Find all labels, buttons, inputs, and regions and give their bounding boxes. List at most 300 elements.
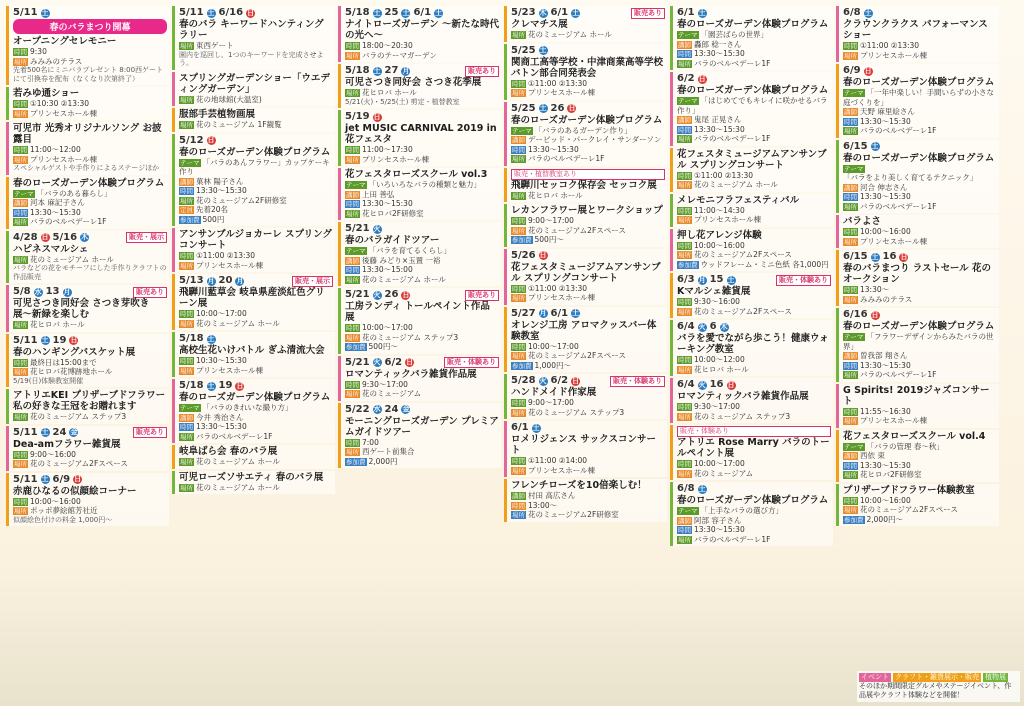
event-card[interactable] bbox=[836, 430, 999, 482]
event-date bbox=[13, 335, 167, 347]
event-title: ロマンティックバラ雑貨作品展 bbox=[677, 391, 809, 402]
event-title: ハピネスマルシェ bbox=[13, 243, 89, 255]
date-start: 6/4 bbox=[677, 321, 695, 332]
event-title: フレンチローズを10倍楽しむ！ bbox=[511, 480, 647, 491]
meta-value: 2,000円 bbox=[368, 456, 398, 466]
event-card[interactable] bbox=[172, 274, 335, 330]
meta-key: 場所 bbox=[180, 42, 193, 50]
meta-key: 場所 bbox=[180, 483, 193, 492]
event-card[interactable] bbox=[6, 285, 169, 332]
event-card[interactable] bbox=[670, 194, 833, 227]
event-note: 先着500名にミニバラプレゼント 8:00西ゲートにて引換券を配布（なくなり次第終了） bbox=[13, 66, 164, 83]
event-card[interactable] bbox=[172, 332, 335, 377]
meta-key: 時間 bbox=[14, 497, 27, 506]
event-date bbox=[13, 7, 167, 19]
event-meta bbox=[13, 99, 167, 109]
meta-key: 参加費 bbox=[844, 515, 864, 524]
day-badge: 火 bbox=[373, 224, 381, 233]
meta-key: 場所 bbox=[844, 417, 857, 425]
event-meta bbox=[179, 95, 333, 105]
meta-value: 「いろいろなバラの種類と魅力」 bbox=[368, 180, 481, 189]
meta-key: 場所 bbox=[844, 295, 857, 304]
event-card[interactable] bbox=[670, 72, 833, 146]
event-meta bbox=[677, 49, 831, 59]
meta-value: 10:30〜15:30 bbox=[196, 356, 247, 365]
event-meta bbox=[179, 356, 333, 366]
column-5 bbox=[670, 6, 833, 702]
date-start: 5/11 bbox=[13, 473, 38, 485]
day-badge: 日 bbox=[236, 381, 244, 390]
date-start: 5/25 bbox=[511, 44, 536, 56]
event-card[interactable] bbox=[172, 471, 335, 495]
meta-value: 13:30〜15:30 bbox=[528, 144, 579, 154]
meta-key: 場所 bbox=[346, 209, 359, 218]
event-meta bbox=[345, 389, 499, 399]
meta-key: 時間 bbox=[844, 361, 857, 370]
event-title: 春のローズガーデン体験プログラム bbox=[843, 77, 995, 88]
meta-value: プリンセスホール棟 bbox=[528, 293, 596, 302]
event-title: 赤鹿ひなるの似顔絵コーナー bbox=[13, 485, 137, 497]
event-meta bbox=[13, 208, 167, 218]
day-badge: 土 bbox=[871, 142, 879, 150]
meta-value: ①11:00 ②13:30 bbox=[528, 283, 588, 293]
meta-value: 先着20名 bbox=[196, 205, 229, 214]
meta-value: 花ヒロバ ホール bbox=[30, 320, 85, 329]
legend-text: そのほか期間限定グルメやステージイベント、作品展やクラフト体験などを開催！ bbox=[859, 682, 1012, 699]
meta-value: 「フラワーデザインからみたバラの世界」 bbox=[843, 332, 994, 351]
event-meta bbox=[13, 155, 167, 165]
meta-value: バラのベルベデーレ1F bbox=[860, 370, 937, 379]
date-start: 6/15 bbox=[843, 251, 868, 262]
event-card[interactable] bbox=[172, 72, 335, 107]
event-date bbox=[511, 375, 665, 387]
event-date bbox=[13, 286, 167, 298]
meta-value: ①11:00 ②13:30 bbox=[528, 78, 588, 88]
meta-key: 場所 bbox=[14, 507, 27, 515]
event-title: クラウンクラクス パフォーマンスショー bbox=[843, 19, 988, 41]
event-meta bbox=[843, 295, 997, 305]
event-meta bbox=[677, 30, 831, 40]
meta-key: 時間 bbox=[180, 357, 193, 365]
event-card[interactable] bbox=[836, 64, 999, 138]
meta-value: プリンセスホール棟 bbox=[860, 50, 928, 60]
event-meta bbox=[511, 501, 665, 511]
meta-key: 時間 bbox=[678, 241, 691, 250]
event-meta bbox=[13, 198, 167, 208]
day-badge: 日 bbox=[41, 233, 49, 241]
event-title: 春のバラガイドツアー bbox=[345, 235, 440, 246]
meta-key: 場所 bbox=[512, 31, 525, 39]
event-card[interactable] bbox=[338, 403, 501, 469]
event-meta bbox=[677, 506, 831, 516]
event-title: プリザーブドフラワー体験教室 bbox=[843, 484, 975, 496]
event-date bbox=[511, 103, 665, 115]
event-meta bbox=[345, 246, 499, 256]
meta-value: 西依 束 bbox=[860, 451, 885, 460]
meta-key: 場所 bbox=[14, 218, 27, 226]
event-meta bbox=[179, 422, 333, 432]
meta-value: 13:30〜15:30 bbox=[30, 207, 81, 217]
event-card[interactable] bbox=[6, 473, 169, 527]
event-card[interactable] bbox=[6, 426, 169, 471]
meta-key: テーマ bbox=[180, 404, 200, 412]
event-meta bbox=[345, 209, 499, 219]
event-meta bbox=[843, 361, 997, 371]
event-card[interactable] bbox=[836, 6, 999, 62]
event-card[interactable] bbox=[670, 6, 833, 70]
meta-key: 場所 bbox=[14, 321, 27, 329]
event-title: 岐阜ばら会 春のバラ展 bbox=[179, 446, 278, 457]
day-badge: 日 bbox=[539, 251, 547, 259]
date-end: 5/16 bbox=[52, 231, 78, 243]
event-card[interactable] bbox=[338, 110, 501, 166]
event-card[interactable] bbox=[670, 229, 833, 272]
event-title: ロメリジェンス サックスコンサート bbox=[511, 434, 657, 456]
event-title: レカンフラワー展とワークショップ bbox=[511, 205, 663, 216]
legend-event: イベント bbox=[861, 673, 889, 681]
event-meta bbox=[677, 535, 831, 545]
meta-key: 場所 bbox=[512, 408, 525, 417]
event-note: 5/21(火)・5/25(土) 剪定・植替教室 bbox=[345, 97, 460, 106]
event-title: 春のローズガーデン体験プログラム bbox=[677, 19, 829, 30]
meta-value: 花のミュージアム ホール bbox=[30, 254, 114, 264]
event-title: Kマルシェ雑貨展 bbox=[677, 286, 751, 297]
date-end: 19 bbox=[218, 380, 233, 391]
event-card[interactable] bbox=[6, 177, 169, 229]
event-date bbox=[843, 309, 997, 321]
event-date bbox=[345, 289, 499, 301]
meta-key: 場所 bbox=[844, 371, 857, 379]
event-meta bbox=[843, 351, 997, 361]
date-start: 6/1 bbox=[511, 422, 529, 433]
event-meta bbox=[677, 206, 831, 216]
column-4 bbox=[504, 6, 667, 702]
date-start: 5/21 bbox=[345, 223, 370, 234]
sale-tag: 販売・展示 bbox=[292, 276, 333, 287]
day-badge: 土 bbox=[864, 8, 872, 17]
sale-tag: 販売あり bbox=[133, 287, 167, 298]
meta-value: 花のミュージアム ホール bbox=[196, 482, 280, 492]
date-start: 4/28 bbox=[13, 231, 38, 243]
event-title: メレモニフラフェスティバル bbox=[677, 194, 800, 206]
meta-value: 9:00〜17:00 bbox=[528, 216, 574, 225]
event-date bbox=[345, 7, 499, 19]
meta-value: 13:30〜15:30 bbox=[860, 360, 911, 370]
event-card[interactable] bbox=[6, 389, 169, 424]
meta-key: 時間 bbox=[346, 42, 359, 50]
event-meta bbox=[179, 319, 333, 329]
meta-key: 講師 bbox=[678, 516, 691, 525]
event-card[interactable] bbox=[172, 379, 335, 443]
event-card[interactable] bbox=[504, 6, 667, 42]
meta-value: 轟郎 稔一さん bbox=[694, 39, 742, 49]
meta-value: 13:30〜15:30 bbox=[694, 525, 745, 534]
event-title: Dea-amフラワー雑貨展 bbox=[13, 438, 121, 450]
meta-value: 村田 高広さん bbox=[528, 491, 576, 500]
meta-value: 11:00〜12:00 bbox=[30, 145, 81, 154]
event-meta bbox=[843, 407, 997, 417]
event-meta bbox=[843, 164, 997, 183]
event-date bbox=[511, 422, 665, 434]
event-card[interactable] bbox=[338, 356, 501, 401]
day-badge: 金 bbox=[402, 405, 410, 413]
meta-value: 花ヒロバ ホール bbox=[362, 88, 417, 97]
event-meta bbox=[843, 285, 997, 295]
meta-value: プリンセスホール棟 bbox=[30, 154, 98, 164]
event-meta bbox=[179, 457, 333, 467]
day-badge: 土 bbox=[373, 8, 381, 17]
event-note: 似顔絵色付けの料金 1,000円〜 bbox=[13, 515, 113, 524]
meta-value: プリンセスホール棟 bbox=[860, 416, 928, 425]
event-title: アトリエKEI プリザーブドフラワー 私の好きな王冠をお贈れます bbox=[13, 390, 166, 412]
meta-value: 花のミュージアム ホール bbox=[528, 30, 612, 39]
event-card[interactable] bbox=[670, 482, 833, 546]
event-title: モーニングローズガーデン プレミアムガイドツアー bbox=[345, 415, 499, 438]
meta-value: みみみのテラス bbox=[860, 294, 913, 304]
event-card[interactable] bbox=[504, 44, 667, 100]
event-card[interactable] bbox=[338, 222, 501, 286]
event-card[interactable] bbox=[6, 231, 169, 284]
day-badge: 水 bbox=[34, 287, 42, 296]
event-meta bbox=[345, 438, 499, 448]
meta-value: プリンセスホール棟 bbox=[196, 260, 264, 270]
event-card[interactable] bbox=[504, 168, 667, 203]
meta-value: バラのテーマガーデン bbox=[362, 50, 437, 60]
day-badge: 日 bbox=[373, 112, 381, 121]
meta-value: 東西ゲート bbox=[196, 41, 234, 50]
meta-key: 場所 bbox=[678, 59, 691, 68]
event-meta bbox=[677, 171, 831, 181]
meta-key: テーマ bbox=[512, 126, 532, 135]
event-title: 花フェスタミュージアムアンサンブル スプリングコンサート bbox=[511, 261, 661, 284]
sale-tag: 販売・展示 bbox=[126, 232, 167, 243]
event-title: ナイトローズガーデン 〜新たな時代の光へ〜 bbox=[345, 19, 499, 41]
event-meta bbox=[677, 297, 831, 307]
event-date bbox=[179, 135, 333, 147]
event-card[interactable] bbox=[504, 479, 667, 522]
event-card[interactable] bbox=[172, 134, 335, 227]
date-end: 25 bbox=[384, 7, 399, 18]
meta-key: 場所 bbox=[678, 181, 691, 189]
meta-key: 時間 bbox=[346, 200, 359, 208]
meta-key: 場所 bbox=[180, 261, 193, 270]
meta-key: 時間 bbox=[14, 100, 27, 108]
meta-value: 花のミュージアム ホール bbox=[694, 180, 778, 189]
meta-key: 時間 bbox=[14, 358, 27, 367]
meta-value: 9:30〜17:00 bbox=[694, 402, 740, 411]
event-date bbox=[677, 274, 831, 286]
meta-key: テーマ bbox=[14, 189, 34, 198]
meta-value: 花のミュージアム bbox=[694, 468, 754, 478]
day-badge: 火 bbox=[373, 358, 381, 366]
event-date bbox=[345, 65, 499, 77]
event-meta bbox=[677, 115, 831, 125]
event-meta bbox=[843, 451, 997, 461]
event-card[interactable] bbox=[670, 273, 833, 318]
meta-value: 花のミュージアム ホール bbox=[196, 457, 280, 466]
date-start: 5/18 bbox=[179, 380, 204, 391]
event-meta bbox=[13, 497, 167, 507]
meta-key: 時間 bbox=[844, 407, 857, 416]
meta-value: 13:30〜15:30 bbox=[860, 116, 911, 126]
event-card[interactable] bbox=[836, 384, 999, 428]
event-card[interactable] bbox=[670, 320, 833, 376]
date-start: 5/11 bbox=[13, 7, 38, 18]
event-card[interactable] bbox=[504, 374, 667, 419]
event-meta bbox=[511, 466, 665, 476]
event-title: 春のローズガーデン体験プログラム bbox=[511, 114, 663, 126]
meta-key: テーマ bbox=[844, 442, 864, 451]
event-card[interactable] bbox=[338, 64, 501, 108]
meta-value: 最終日は15:00まで bbox=[30, 357, 97, 367]
sale-tag: 販売・植替教室あり bbox=[511, 169, 665, 180]
event-meta bbox=[511, 491, 665, 501]
event-card[interactable] bbox=[670, 148, 833, 192]
meta-key: 時間 bbox=[678, 171, 691, 180]
event-card[interactable] bbox=[338, 168, 501, 220]
event-meta bbox=[843, 192, 997, 202]
event-card[interactable] bbox=[504, 421, 667, 477]
meta-value: プリンセスホール棟 bbox=[30, 108, 98, 118]
meta-value: 10:00〜17:00 bbox=[196, 309, 247, 318]
sale-tag: 販売・体験あり bbox=[610, 376, 665, 387]
event-card[interactable] bbox=[836, 250, 999, 306]
day-badge: 月 bbox=[539, 309, 547, 317]
event-card[interactable] bbox=[836, 215, 999, 248]
event-meta bbox=[13, 506, 167, 516]
meta-value: 「一年中楽しい！手間いらずの小さな庭づくりを」 bbox=[843, 88, 994, 107]
meta-key: 時間 bbox=[678, 298, 691, 306]
event-card[interactable] bbox=[836, 308, 999, 382]
event-card[interactable] bbox=[338, 6, 501, 62]
day-badge: 土 bbox=[727, 275, 735, 284]
event-meta bbox=[843, 505, 997, 515]
meta-key: 時間 bbox=[678, 460, 691, 468]
meta-key: 時間 bbox=[180, 310, 193, 318]
date-end: 16 bbox=[709, 379, 724, 390]
event-card[interactable] bbox=[504, 249, 667, 305]
event-title: ロマンティックバラ雑貨作品展 bbox=[345, 368, 477, 380]
day-badge: 日 bbox=[247, 8, 255, 17]
event-card[interactable] bbox=[338, 288, 501, 354]
meta-value: 13:30〜15:30 bbox=[860, 192, 911, 201]
event-date bbox=[13, 474, 167, 486]
meta-key: 時間 bbox=[180, 423, 193, 431]
event-card[interactable] bbox=[836, 140, 999, 214]
event-card[interactable] bbox=[504, 307, 667, 373]
event-card[interactable] bbox=[504, 102, 667, 166]
event-meta bbox=[677, 516, 831, 526]
meta-key: 講師 bbox=[844, 183, 857, 192]
event-meta bbox=[677, 459, 831, 469]
event-title: 花フェスタローズスクール vol.4 bbox=[843, 430, 986, 442]
event-card[interactable] bbox=[670, 378, 833, 423]
event-card[interactable] bbox=[6, 6, 169, 85]
event-card[interactable] bbox=[6, 122, 169, 175]
date-end: 26 bbox=[550, 102, 565, 114]
event-card[interactable] bbox=[172, 228, 335, 272]
meta-value: 花ヒロバ花博跡地ホール bbox=[30, 367, 113, 376]
event-date bbox=[511, 7, 665, 19]
meta-key: 場所 bbox=[512, 155, 525, 163]
event-meta bbox=[677, 307, 831, 317]
event-meta bbox=[13, 217, 167, 227]
event-date bbox=[843, 7, 997, 19]
event-meta bbox=[843, 117, 997, 127]
event-card[interactable] bbox=[6, 334, 169, 388]
meta-value: 13:00〜 bbox=[528, 500, 558, 510]
date-end: 6/1 bbox=[550, 7, 569, 18]
meta-value: 10:00〜17:00 bbox=[362, 323, 413, 332]
day-badge: 土 bbox=[871, 252, 879, 261]
meta-value: 9:30〜16:00 bbox=[694, 297, 740, 306]
meta-value: 10:00〜17:00 bbox=[694, 459, 745, 468]
date-end: 15 bbox=[709, 274, 724, 285]
meta-key: 場所 bbox=[512, 294, 525, 302]
meta-key: 場所 bbox=[844, 51, 857, 60]
date-start: 5/11 bbox=[13, 334, 38, 346]
event-card[interactable] bbox=[172, 445, 335, 469]
meta-value: 花ヒロバ ホール bbox=[694, 364, 749, 374]
meta-value: 花のミュージアム ステップ3 bbox=[528, 407, 625, 417]
meta-value: 花のミュージアム2Fスペース bbox=[694, 306, 792, 316]
event-card[interactable] bbox=[6, 87, 169, 120]
event-date bbox=[511, 45, 665, 57]
event-title: ハンドメイド作家展 bbox=[511, 387, 597, 398]
date-end: 24 bbox=[52, 426, 67, 438]
meta-key: 場所 bbox=[844, 237, 857, 246]
event-card[interactable] bbox=[172, 6, 335, 70]
event-title: 高校生花いけバトル ぎふ清流大会 bbox=[179, 345, 325, 356]
event-meta bbox=[345, 265, 499, 275]
meta-value: 花のミュージアム2F研修室 bbox=[528, 510, 619, 519]
event-meta bbox=[677, 260, 831, 270]
event-card[interactable] bbox=[670, 425, 833, 480]
event-card[interactable] bbox=[172, 108, 335, 132]
meta-key: 講師 bbox=[844, 452, 857, 460]
meta-key: 場所 bbox=[346, 333, 359, 342]
date-start: 5/26 bbox=[511, 249, 536, 261]
event-meta bbox=[843, 442, 997, 452]
meta-value: バラのベルベデーレ1F bbox=[694, 534, 771, 544]
meta-key: 場所 bbox=[844, 127, 857, 135]
meta-value: プリンセスホール棟 bbox=[528, 88, 596, 97]
event-title: アトリエ Rose Marry バラのトールペイント展 bbox=[677, 437, 830, 459]
meta-value: ①11:00 ②13:30 bbox=[196, 251, 256, 260]
event-date bbox=[511, 308, 665, 320]
event-meta bbox=[677, 355, 831, 365]
event-card[interactable] bbox=[504, 204, 667, 247]
event-meta bbox=[13, 109, 167, 119]
meta-value: みみみのテラス bbox=[30, 56, 83, 66]
meta-key: 時間 bbox=[512, 284, 525, 293]
meta-value: 13:30〜15:30 bbox=[694, 124, 745, 134]
event-card[interactable] bbox=[836, 484, 999, 527]
meta-key: 場所 bbox=[14, 155, 27, 164]
event-title: アンサンブルジョカーレ スプリングコンサート bbox=[179, 229, 332, 251]
date-start: 5/22 bbox=[345, 403, 370, 415]
meta-key: 時間 bbox=[14, 208, 27, 217]
meta-value: 「バラのきれいな撮り方」 bbox=[202, 403, 293, 412]
event-title: 春のローズガーデン体験プログラム bbox=[677, 495, 829, 506]
event-meta bbox=[345, 333, 499, 343]
event-meta bbox=[511, 126, 665, 136]
day-badge: 土 bbox=[572, 8, 580, 17]
meta-key: 参加費 bbox=[180, 215, 200, 224]
event-meta bbox=[511, 284, 665, 294]
event-date bbox=[843, 251, 997, 263]
event-meta bbox=[13, 412, 167, 422]
